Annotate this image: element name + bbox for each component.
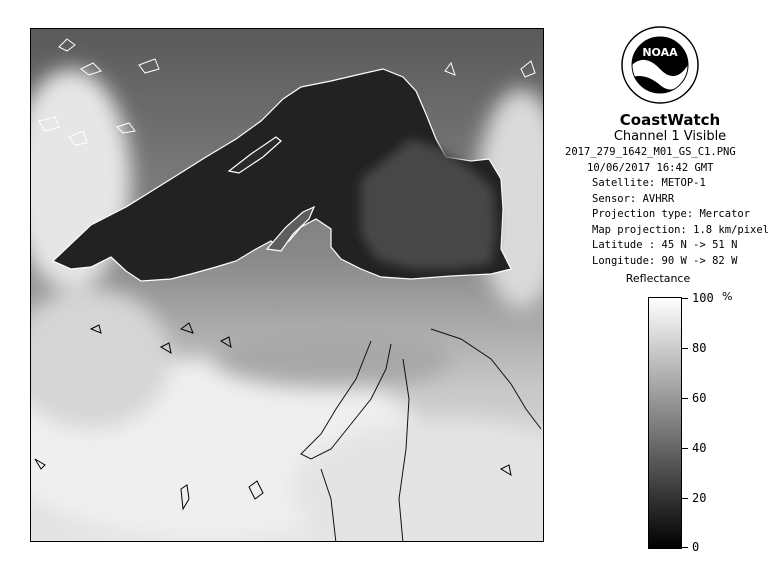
legend-tick-label: 0 [692, 540, 700, 554]
map-resolution: Map projection: 1.8 km/pixel [592, 223, 770, 236]
app-title: CoastWatch [619, 111, 721, 129]
reflectance-colorbar [648, 297, 682, 549]
legend-tick-label: 60 [692, 391, 707, 405]
filename: 2017_279_1642_M01_GS_C1.PNG [565, 146, 736, 158]
legend-unit: % [722, 290, 733, 303]
satellite: Satellite: METOP-1 [592, 177, 706, 189]
noaa-logo [620, 25, 700, 105]
longitude-range: Longitude: 90 W -> 82 W [592, 254, 738, 267]
image-details [565, 145, 775, 269]
legend-tick [682, 348, 688, 349]
legend-tick-label: 100 [692, 291, 714, 305]
datetime: 10/06/2017 16:42 GMT [587, 161, 714, 174]
legend-tick [682, 498, 688, 499]
satellite-image [30, 28, 544, 542]
legend-tick-label: 20 [692, 491, 707, 505]
legend-tick [682, 398, 688, 399]
projection-type: Projection type: Mercator [592, 208, 751, 220]
latitude-range: Latitude : 45 N -> 51 N [592, 239, 738, 251]
legend-tick [682, 547, 688, 548]
legend-tick-label: 40 [692, 441, 707, 455]
sensor: Sensor: AVHRR [592, 192, 675, 205]
legend-tick [682, 298, 688, 299]
legend-tick [682, 448, 688, 449]
noaa-logo-text: NOAA [642, 46, 678, 59]
legend-tick-label: 80 [692, 341, 707, 355]
channel-label: Channel 1 Visible [613, 129, 727, 144]
legend-title: Reflectance [625, 272, 691, 285]
